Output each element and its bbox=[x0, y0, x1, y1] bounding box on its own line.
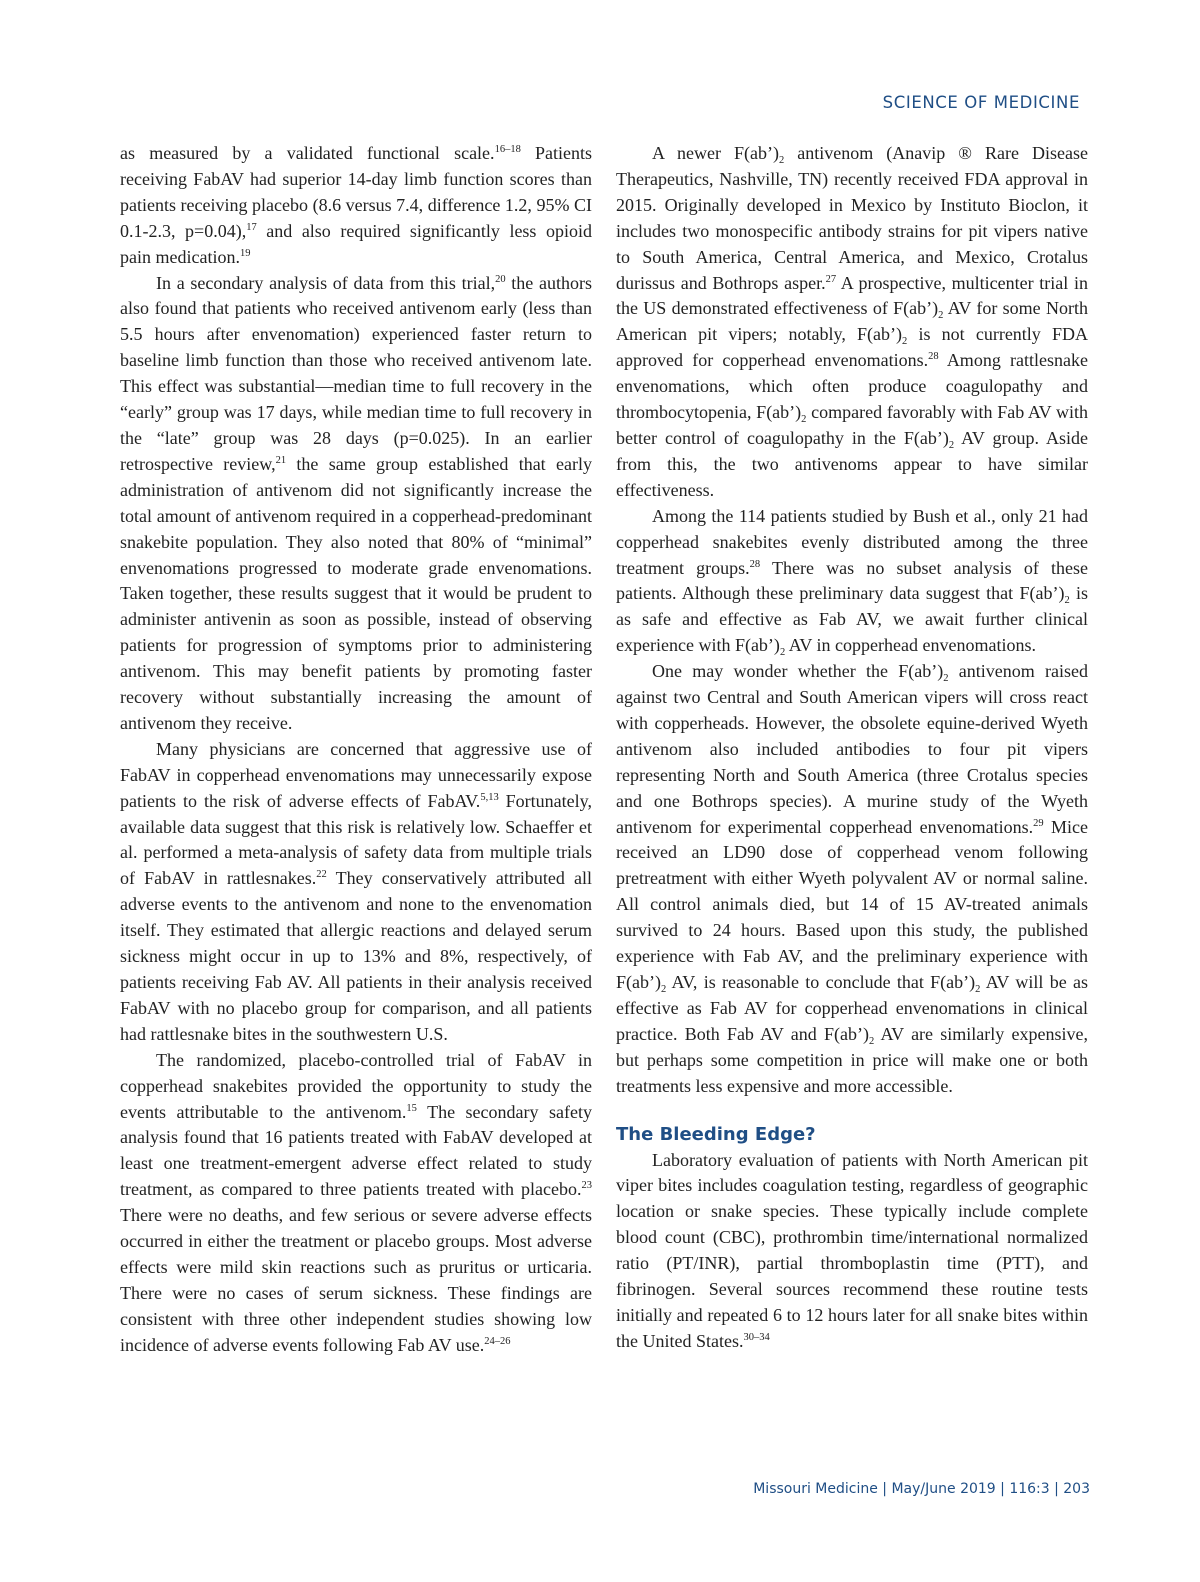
left-text-column bbox=[120, 141, 592, 1359]
text-run: antivenom (Anavip ® Rare Disease Therapeutics, Nashville, TN) recently received FDA approval in 2015. Originally developed in Mexico by Instituto Bioclon, it includes two monospecific antibody strains for pit vipers native to South America, Central America, and Mexico, Crotalus durissus and Bothrops asper. bbox=[616, 143, 1088, 293]
text-run: There were no deaths, and few serious or severe adverse effects occurred in either the treatment or placebo groups. Most adverse effects were mild skin reactions such as pruritus or urticaria. There were no cases of serum sickness. These findings are consistent with three other independent studies showing low incidence of adverse events following Fab AV use. bbox=[120, 1205, 592, 1355]
citation-superscript: 21 bbox=[275, 454, 287, 466]
body-paragraph bbox=[616, 1148, 1088, 1355]
text-run: as measured by a validated functional scale. bbox=[120, 143, 495, 163]
citation-superscript: 27 bbox=[825, 273, 837, 285]
text-run: In a secondary analysis of data from this trial, bbox=[156, 272, 496, 293]
text-run: the same group established that early administration of antivenom did not significantly increase the total amount of antivenom required in a copperhead-predominant snakebite population. They also noted that 80% of “minimal” envenomations progressed to moderate grade envenomations. Taken together, these results suggest that it would be prudent to administer antivenin as soon as possible, instead of observing patients for progression of symptoms prior to administering antivenom. This may benefit patients by promoting faster recovery without substantially increasing the amount of antivenom they receive. bbox=[120, 453, 592, 733]
right-column-upper-body bbox=[616, 141, 1088, 1100]
citation-superscript: 5,13 bbox=[480, 791, 499, 803]
citation-superscript: 24–26 bbox=[484, 1335, 511, 1347]
right-text-column bbox=[616, 141, 1088, 1355]
text-run: AV will be as effective as Fab AV for copperhead envenomations in clinical practice. Both Fab AV and F(ab’) bbox=[616, 972, 1088, 1044]
body-paragraph bbox=[120, 141, 592, 271]
text-run: The secondary safety analysis found that 16 patients treated with FabAV developed at least one treatment-emergent adverse effect related to study treatment, as compared to three patients treated with placebo. bbox=[120, 1101, 592, 1200]
text-run: A newer F(ab’) bbox=[652, 143, 780, 163]
page-footer-citation: Missouri Medicine | May/June 2019 | 116:3 | 203 bbox=[753, 1481, 1090, 1497]
text-run: One may wonder whether the F(ab’) bbox=[652, 661, 944, 682]
text-run: Among rattlesnake envenomations, which often produce coagulopathy and thrombocytopenia, F(ab’) bbox=[616, 350, 1089, 423]
text-run: Many physicians are concerned that aggressive use of FabAV in copperhead envenomations may unnecessarily expose patients to the risk of adverse effects of FabAV. bbox=[120, 738, 592, 811]
subscript: 2 bbox=[801, 414, 807, 426]
citation-superscript: 23 bbox=[581, 1180, 592, 1192]
body-paragraph bbox=[120, 737, 592, 1048]
subscript: 2 bbox=[938, 310, 944, 322]
citation-superscript: 28 bbox=[749, 558, 761, 570]
subscript: 2 bbox=[948, 439, 955, 451]
subscript: 2 bbox=[779, 647, 786, 659]
running-header-section: SCIENCE OF MEDICINE bbox=[882, 93, 1080, 112]
citation-superscript: 15 bbox=[406, 1102, 417, 1114]
subscript: 2 bbox=[1064, 595, 1070, 607]
text-run: AV for some North American pit vipers; notably, F(ab’) bbox=[616, 298, 1088, 345]
right-column-lower-body bbox=[616, 1148, 1088, 1355]
text-run: is not currently FDA approved for copperhead envenomations. bbox=[616, 324, 1088, 371]
text-run: Mice received an LD90 dose of copperhead venom following pretreatment with either Wyeth polyvalent AV or normal saline. All control animals died, but 14 of 15 AV-treated animals survived to 24 hours. Based upon this study, the published experience with Fab AV, and the preliminary experience with F(ab’) bbox=[616, 816, 1088, 992]
citation-superscript: 20 bbox=[495, 273, 506, 285]
body-paragraph bbox=[616, 504, 1088, 659]
text-run: Among the 114 patients studied by Bush et al., only 21 had copperhead snakebites evenly distributed among the three treatment groups. bbox=[616, 505, 1088, 578]
body-paragraph bbox=[616, 141, 1088, 504]
subscript: 2 bbox=[868, 1035, 875, 1047]
citation-superscript: 17 bbox=[246, 221, 257, 233]
citation-superscript: 22 bbox=[316, 869, 327, 881]
text-run: AV in copperhead envenomations. bbox=[785, 635, 1036, 656]
body-paragraph bbox=[120, 1048, 592, 1359]
text-run: Fortunately, available data suggest that this risk is relatively low. Schaeffer et al. performed a meta-analysis of safety data from multiple trials of FabAV in rattlesnakes. bbox=[120, 790, 592, 889]
subscript: 2 bbox=[660, 984, 667, 995]
citation-superscript: 16–18 bbox=[494, 144, 521, 155]
subscript: 2 bbox=[779, 155, 785, 166]
subscript: 2 bbox=[975, 984, 981, 995]
text-run: The randomized, placebo-controlled trial of FabAV in copperhead snakebites provided the opportunity to study the events attributable to the antivenom. bbox=[120, 1049, 592, 1122]
text-run: the authors also found that patients who received antivenom early (less than 5.5 hours after envenomation) experienced faster return to baseline limb function than those who received antivenom late. This effect was substantial—median time to full recovery in the “early” group was 17 days, while median time to full recovery in the “late” group was 28 days (p=0.025). In an earlier retrospective review, bbox=[120, 272, 592, 474]
text-run: They conservatively attributed all adverse events to the antivenom and none to the envenomation itself. They estimated that allergic reactions and delayed serum sickness might occur in up to 13% and 8%, respectively, of patients receiving Fab AV. All patients in their analysis received FabAV with no placebo group for comparison, and all patients had rattlesnake bites in the southwestern U.S. bbox=[120, 868, 592, 1044]
text-run: A prospective, multicenter trial in the US demonstrated effectiveness of F(ab’) bbox=[616, 272, 1088, 319]
citation-superscript: 28 bbox=[928, 351, 939, 363]
subscript: 2 bbox=[902, 336, 908, 348]
citation-superscript: 19 bbox=[239, 247, 251, 259]
body-paragraph bbox=[616, 659, 1088, 1099]
text-run: compared favorably with Fab AV with better control of coagulopathy in the F(ab’) bbox=[616, 402, 1088, 448]
text-run: AV are similarly expensive, but perhaps some competition in price will make one or both treatments less expensive and more accessible. bbox=[616, 1023, 1088, 1096]
text-run: Patients receiving FabAV had superior 14-day limb function scores than patients receiving placebo (8.6 versus 7.4, difference 1.2, 95% CI 0.1-2.3, p=0.04), bbox=[120, 143, 593, 241]
text-run: Laboratory evaluation of patients with North American pit viper bites includes coagulation testing, regardless of geographic location or snake species. These typically include complete blood count (CBC), prothrombin time/international normalized ratio (PT/INR), partial thromboplastin time (PTT), and fibrinogen. Several sources recommend these routine tests initially and repeated 6 to 12 hours later for all snake bites within the United States. bbox=[616, 1149, 1088, 1351]
citation-superscript: 30–34 bbox=[743, 1331, 770, 1343]
text-run: AV group. Aside from this, the two antivenoms appear to have similar effectiveness. bbox=[616, 427, 1088, 500]
subscript: 2 bbox=[943, 673, 949, 685]
text-run: and also required significantly less opioid pain medication. bbox=[120, 220, 593, 267]
text-run: antivenom raised against two Central and South American vipers will cross react with copperheads. However, the obsolete equine-derived Wyeth antivenom also included antibodies to four pit vipers representing North and South America (three Crotalus species and one Bothrops species). A murine study of the Wyeth antivenom for experimental copperhead envenomations. bbox=[616, 661, 1088, 837]
citation-superscript: 29 bbox=[1033, 817, 1044, 829]
body-paragraph bbox=[120, 271, 592, 737]
text-run: There was no subset analysis of these patients. Although these preliminary data suggest that F(ab’) bbox=[616, 557, 1089, 604]
section-heading: The Bleeding Edge? bbox=[616, 1123, 816, 1145]
text-run: AV, is reasonable to conclude that F(ab’) bbox=[666, 972, 976, 992]
text-run: is as safe and effective as Fab AV, we await further clinical experience with F(ab’) bbox=[616, 583, 1088, 656]
